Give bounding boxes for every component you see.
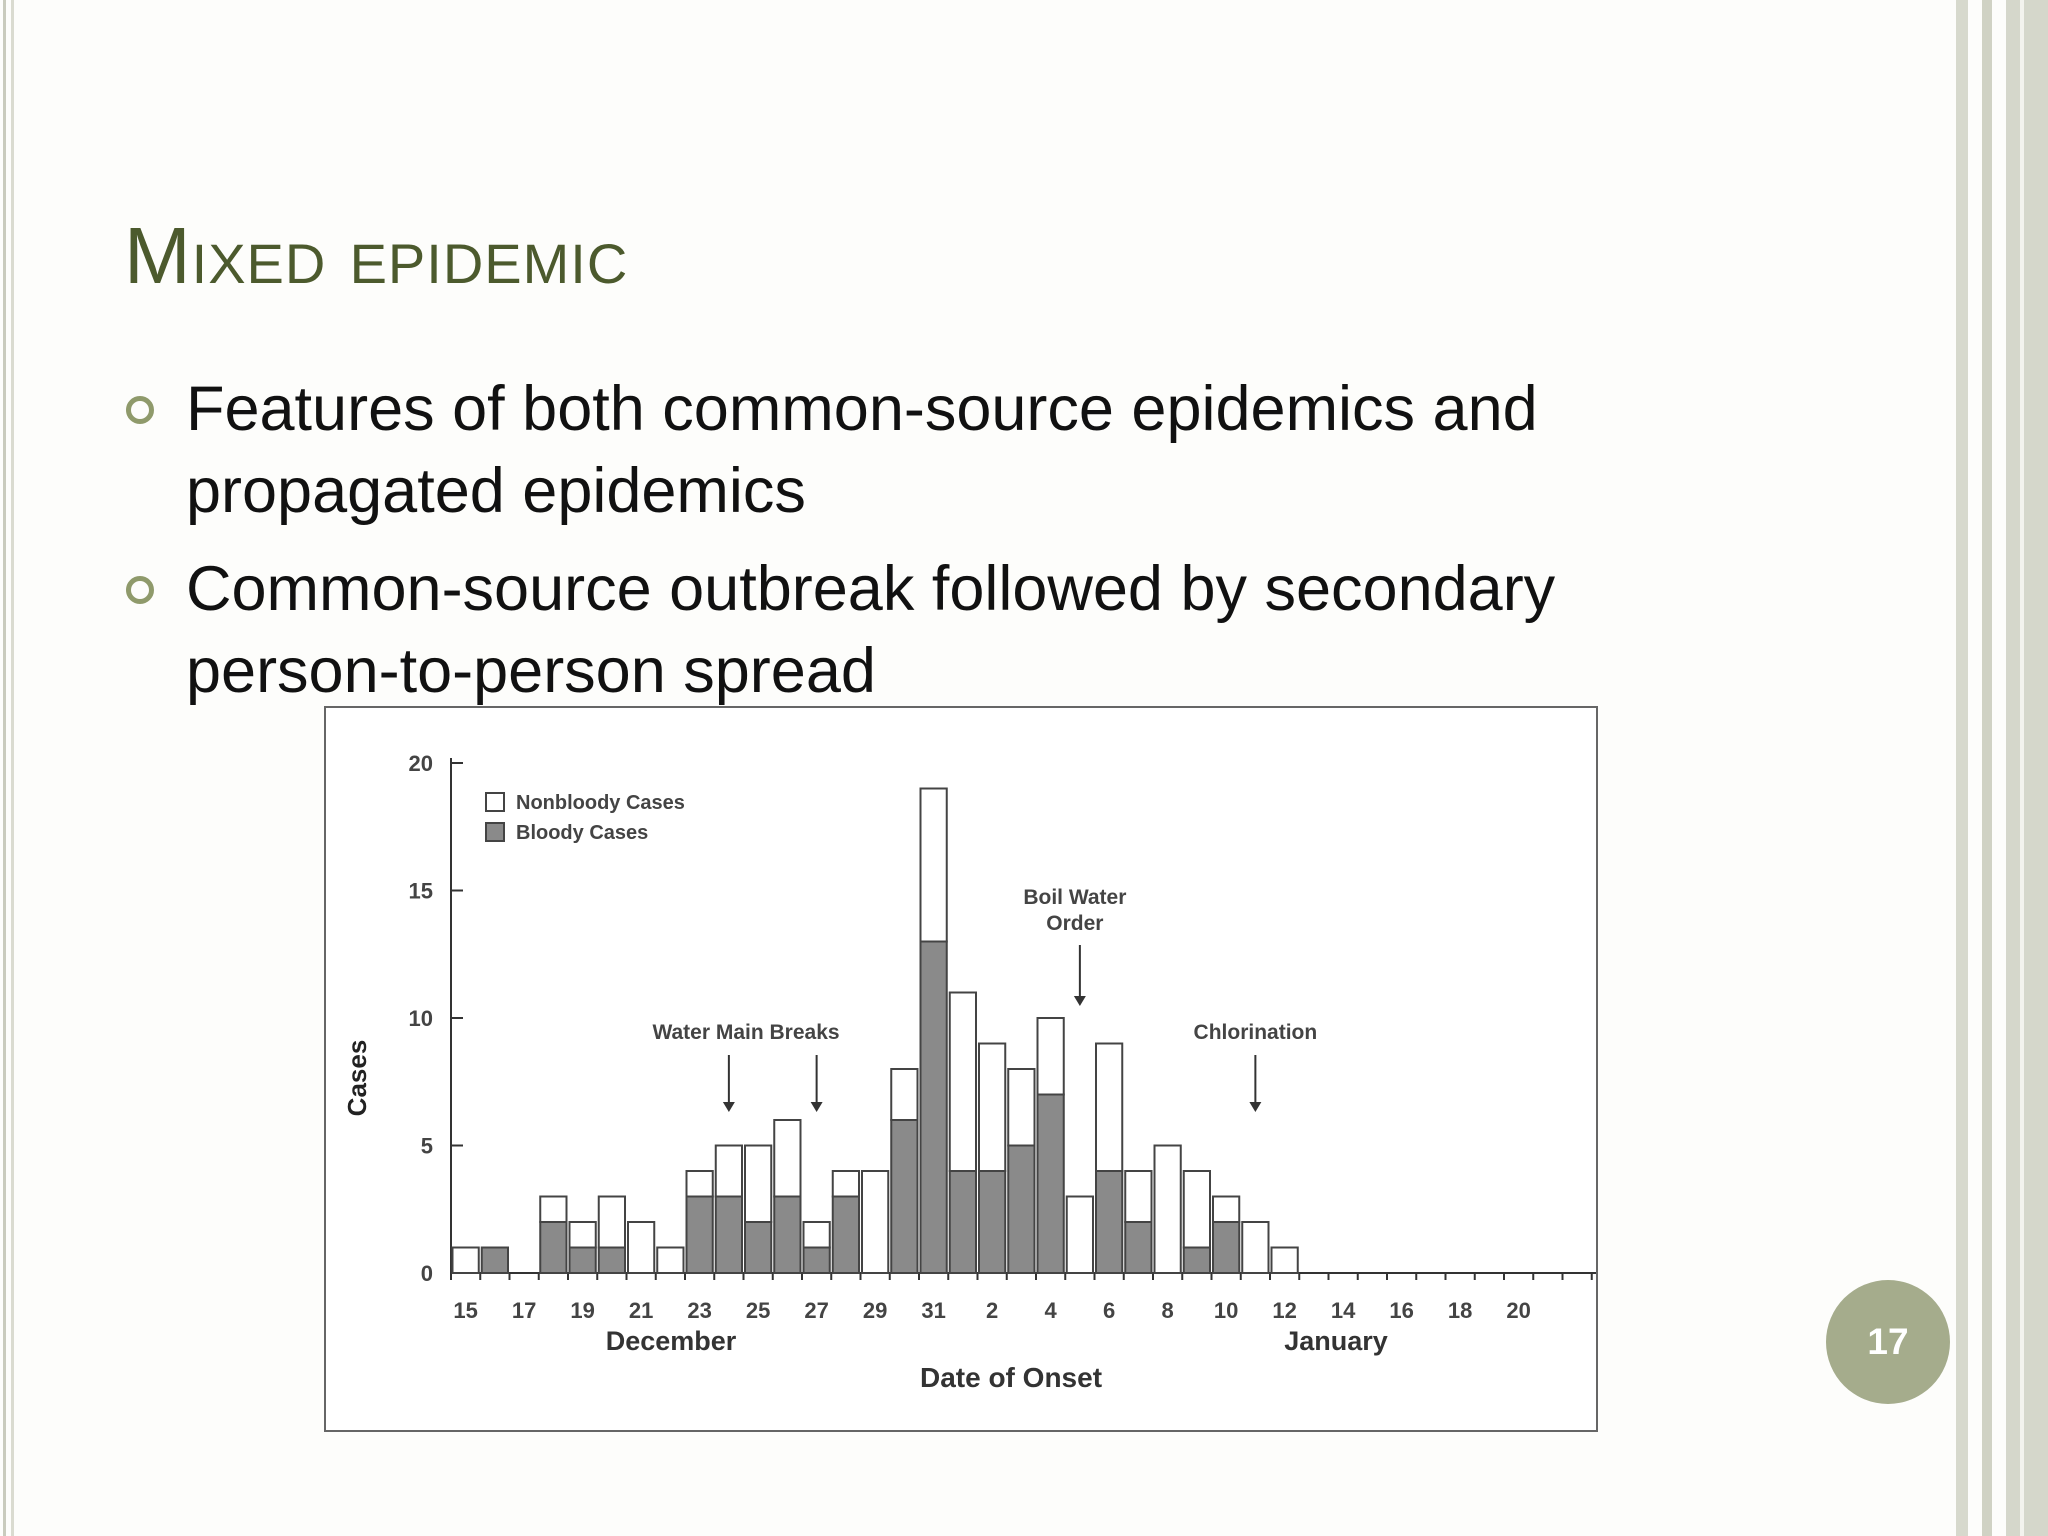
- bar-bloody-cases: [687, 1197, 713, 1274]
- x-tick-label: 15: [453, 1298, 478, 1323]
- x-tick-label: 6: [1103, 1298, 1116, 1323]
- x-tick-label: 29: [862, 1298, 888, 1323]
- x-tick-label: 10: [1213, 1298, 1239, 1323]
- y-axis-label: Cases: [342, 1039, 372, 1117]
- x-tick-label: 14: [1330, 1298, 1356, 1323]
- bar-nonbloody-cases: [1242, 1222, 1268, 1273]
- bullet-item: [126, 368, 1786, 532]
- legend-label: Bloody Cases: [516, 822, 649, 844]
- bar-bloody-cases: [1096, 1171, 1122, 1273]
- bar-nonbloody-cases: [716, 1146, 742, 1197]
- annotation-label: Chlorination: [1193, 1021, 1318, 1044]
- slide-title: Mixed epidemic: [124, 211, 629, 300]
- slide-number-badge: 17: [1826, 1280, 1950, 1404]
- annotation-arrowhead: [811, 1102, 823, 1112]
- hollow-circle-bullet-icon: [126, 576, 154, 604]
- x-tick-label: 19: [570, 1298, 595, 1323]
- bullet-text: Features of both common-source epidemics and propagated epidemics: [186, 374, 1538, 526]
- x-tick-label: 4: [1044, 1298, 1057, 1323]
- bar-nonbloody-cases: [921, 789, 947, 942]
- bar-bloody-cases: [979, 1171, 1005, 1273]
- annotation-label: Water Main Breaks: [652, 1021, 840, 1044]
- month-label-december: December: [605, 1326, 737, 1356]
- y-tick-label: 5: [420, 1133, 433, 1159]
- x-tick-label: 27: [804, 1298, 829, 1323]
- y-tick-label: 0: [420, 1261, 433, 1286]
- y-tick-label: 20: [408, 751, 433, 776]
- x-tick-label: 21: [628, 1298, 654, 1323]
- x-axis-label: Date of Onset: [919, 1362, 1103, 1393]
- bar-nonbloody-cases: [1008, 1069, 1034, 1146]
- bar-nonbloody-cases: [1184, 1171, 1210, 1248]
- bar-nonbloody-cases: [1038, 1018, 1064, 1095]
- legend-swatch: [486, 793, 504, 811]
- left-border-decoration: [0, 0, 20, 1536]
- bar-nonbloody-cases: [1096, 1044, 1122, 1172]
- bar-nonbloody-cases: [628, 1222, 654, 1273]
- bar-nonbloody-cases: [599, 1197, 625, 1248]
- x-tick-label: 2: [986, 1298, 999, 1323]
- legend-swatch: [486, 823, 504, 841]
- bar-bloody-cases: [774, 1197, 800, 1274]
- x-tick-label: 17: [511, 1298, 537, 1323]
- bar-nonbloody-cases: [1155, 1146, 1181, 1274]
- bullet-item: [126, 548, 1786, 712]
- annotation-arrowhead: [723, 1102, 735, 1112]
- bar-nonbloody-cases: [1213, 1197, 1239, 1223]
- x-tick-label: 12: [1272, 1298, 1297, 1323]
- bar-bloody-cases: [1008, 1146, 1034, 1274]
- bar-nonbloody-cases: [687, 1171, 713, 1197]
- x-tick-label: 20: [1506, 1298, 1531, 1323]
- bar-bloody-cases: [540, 1222, 566, 1273]
- x-tick-label: 23: [687, 1298, 712, 1323]
- bar-nonbloody-cases: [950, 993, 976, 1172]
- x-tick-label: 8: [1161, 1298, 1174, 1323]
- bar-nonbloody-cases: [862, 1171, 888, 1273]
- bar-bloody-cases: [833, 1197, 859, 1274]
- bar-nonbloody-cases: [1125, 1171, 1151, 1222]
- x-tick-label: 18: [1447, 1298, 1473, 1323]
- bar-nonbloody-cases: [1067, 1197, 1093, 1274]
- month-label-january: January: [1284, 1326, 1388, 1356]
- bar-nonbloody-cases: [979, 1044, 1005, 1172]
- annotation-label: Boil Water: [1023, 886, 1127, 909]
- bar-nonbloody-cases: [833, 1171, 859, 1197]
- bar-bloody-cases: [1125, 1222, 1151, 1273]
- bar-nonbloody-cases: [804, 1222, 830, 1248]
- bar-nonbloody-cases: [891, 1069, 917, 1120]
- bar-nonbloody-cases: [745, 1146, 771, 1223]
- bullet-list: [126, 368, 1786, 728]
- bar-bloody-cases: [745, 1222, 771, 1273]
- bar-bloody-cases: [716, 1197, 742, 1274]
- bar-bloody-cases: [950, 1171, 976, 1273]
- right-border-decoration: [1956, 0, 2048, 1536]
- hollow-circle-bullet-icon: [126, 396, 154, 424]
- annotation-label: Order: [1046, 912, 1104, 935]
- bar-bloody-cases: [570, 1248, 596, 1274]
- x-tick-label: 16: [1389, 1298, 1414, 1323]
- bar-bloody-cases: [599, 1248, 625, 1274]
- bar-bloody-cases: [1184, 1248, 1210, 1274]
- bar-nonbloody-cases: [1272, 1248, 1298, 1274]
- annotation-arrowhead: [1249, 1102, 1261, 1112]
- bar-nonbloody-cases: [657, 1248, 683, 1274]
- bar-bloody-cases: [921, 942, 947, 1274]
- epidemic-curve-figure: [324, 706, 1598, 1432]
- bar-bloody-cases: [891, 1120, 917, 1273]
- y-tick-label: 15: [408, 878, 433, 904]
- annotation-arrowhead: [1074, 996, 1086, 1006]
- bar-bloody-cases: [804, 1248, 830, 1274]
- legend-label: Nonbloody Cases: [516, 792, 685, 814]
- bar-nonbloody-cases: [570, 1222, 596, 1248]
- x-tick-label: 31: [921, 1298, 946, 1323]
- bullet-text: Common-source outbreak followed by secondary person-to-person spread: [186, 554, 1556, 706]
- x-tick-label: 25: [745, 1298, 771, 1323]
- y-tick-label: 10: [408, 1006, 433, 1031]
- bar-nonbloody-cases: [540, 1197, 566, 1223]
- bar-bloody-cases: [1213, 1222, 1239, 1273]
- epidemic-curve-chart: [326, 708, 1596, 1430]
- bar-nonbloody-cases: [774, 1120, 800, 1197]
- bar-bloody-cases: [1038, 1095, 1064, 1274]
- bar-bloody-cases: [482, 1248, 508, 1274]
- bar-nonbloody-cases: [453, 1248, 479, 1274]
